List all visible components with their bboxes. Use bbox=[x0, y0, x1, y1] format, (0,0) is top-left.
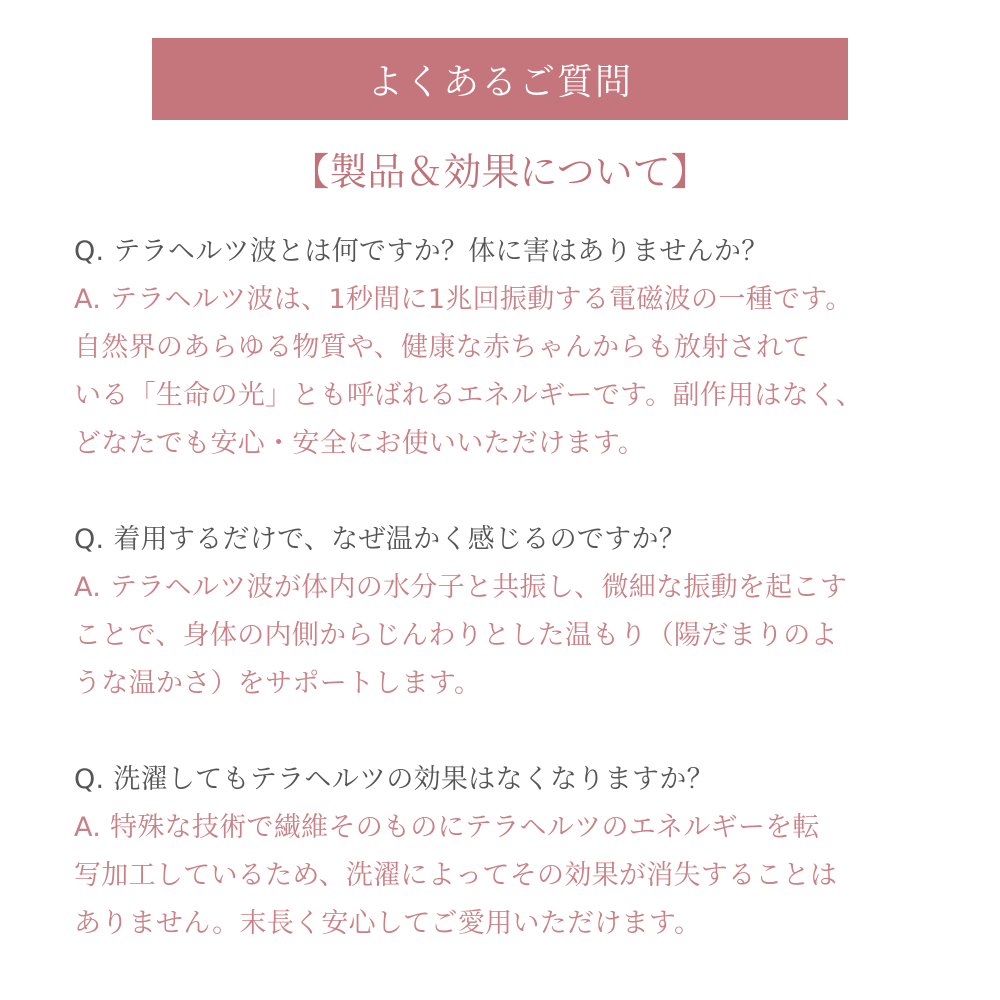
faq-answer-line: うな温かさ）をサポートします。 bbox=[74, 668, 482, 699]
faq-answer-line: 自然界のあらゆる物質や、健康な赤ちゃんからも放射されて bbox=[74, 332, 811, 363]
faq-answer-line: ことで、身体の内側からじんわりとした温もり（陽だまりのよ bbox=[74, 620, 838, 651]
section-heading: 【製品＆効果について】 bbox=[291, 150, 709, 194]
faq-answer-line: A. 特殊な技術で繊維そのものにテラヘルツのエネルギーを転 bbox=[74, 812, 820, 843]
faq-question: Q. 着用するだけで、なぜ温かく感じるのですか？ bbox=[74, 524, 687, 555]
faq-answer-line: A. テラヘルツ波が体内の水分子と共振し、微細な振動を起こす bbox=[74, 572, 848, 603]
faq-item bbox=[74, 228, 974, 468]
faq-question: Q. 洗濯してもテラヘルツの効果はなくなりますか？ bbox=[74, 764, 714, 795]
faq-answer-line: いる「生命の光」とも呼ばれるエネルギーです。副作用はなく、 bbox=[74, 380, 863, 411]
faq-question: Q. テラヘルツ波とは何ですか？体に害はありませんか？ bbox=[74, 236, 769, 267]
faq-banner-title: よくあるご質問 bbox=[366, 61, 633, 103]
faq-answer-line: ありません。末長く安心してご愛用いただけます。 bbox=[74, 908, 702, 939]
faq-item bbox=[74, 516, 974, 708]
faq-banner bbox=[152, 38, 848, 120]
faq-answer-line: どなたでも安心・安全にお使いいただけます。 bbox=[74, 428, 646, 459]
faq-answer bbox=[74, 804, 974, 948]
faq-list bbox=[74, 228, 974, 996]
faq-answer-line: A. テラヘルツ波は、1秒間に1兆回振動する電磁波の一種です。 bbox=[74, 284, 853, 315]
faq-answer-line: 写加工しているため、洗濯によってその効果が消失することは bbox=[74, 860, 838, 891]
faq-answer bbox=[74, 276, 974, 468]
faq-item bbox=[74, 756, 974, 948]
faq-answer bbox=[74, 564, 974, 708]
